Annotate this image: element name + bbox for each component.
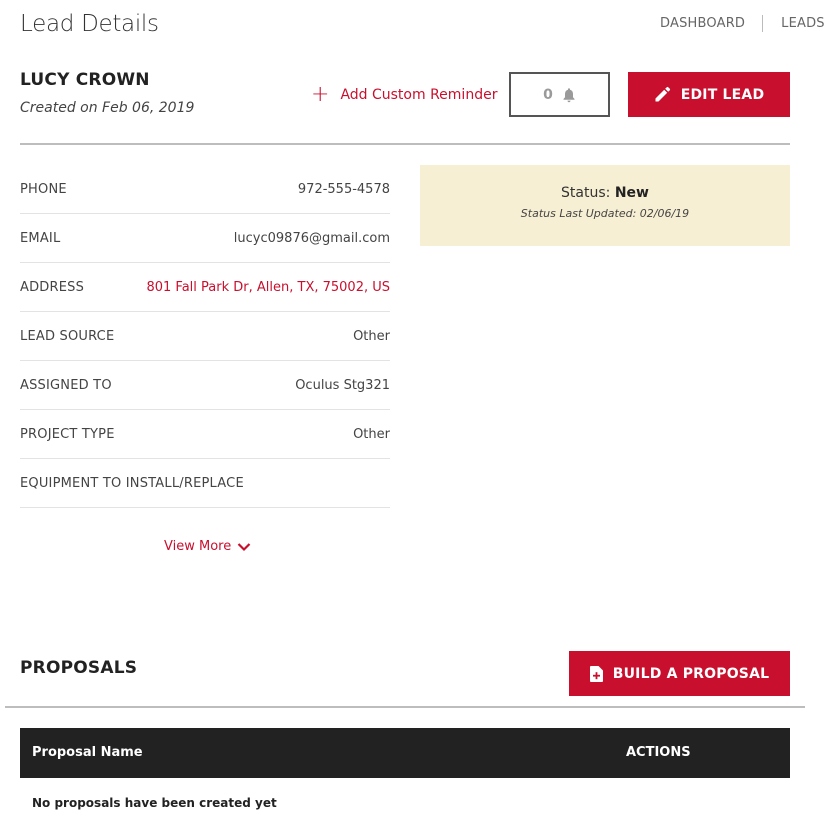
page-title: Lead Details <box>20 11 159 37</box>
build-proposal-button[interactable] <box>569 651 790 696</box>
detail-row-email <box>20 214 390 263</box>
chevron-down-icon <box>237 542 251 552</box>
header-divider <box>20 143 790 145</box>
pencil-icon <box>654 86 671 103</box>
document-plus-icon <box>590 666 603 682</box>
lead-created-date: Created on Feb 06, 2019 <box>20 100 195 116</box>
nav-leads-link[interactable]: LEADS <box>781 16 825 31</box>
detail-row-address <box>20 263 390 312</box>
add-custom-reminder-label: Add Custom Reminder <box>340 87 498 103</box>
lead-name: LUCY CROWN <box>20 70 150 90</box>
status-panel <box>420 165 790 246</box>
nav-dashboard-link[interactable]: DASHBOARD <box>660 16 746 31</box>
project-type-value: Other <box>353 426 390 442</box>
lead-source-value: Other <box>353 328 390 344</box>
nav-divider <box>762 15 763 32</box>
edit-lead-button[interactable] <box>628 72 790 117</box>
build-proposal-label: BUILD A PROPOSAL <box>612 665 770 682</box>
column-header-actions: ACTIONS <box>626 745 691 760</box>
status-last-updated: Status Last Updated: 02/06/19 <box>520 207 690 220</box>
project-type-label: PROJECT TYPE <box>20 426 115 442</box>
address-link[interactable]: 801 Fall Park Dr, Allen, TX, 75002, US <box>146 279 390 295</box>
address-label: ADDRESS <box>20 279 85 295</box>
detail-row-assigned-to <box>20 361 390 410</box>
view-more-link[interactable] <box>164 539 251 554</box>
phone-label: PHONE <box>20 181 67 197</box>
bell-icon <box>562 87 576 103</box>
assigned-to-value: Oculus Stg321 <box>295 377 390 393</box>
proposals-heading: PROPOSALS <box>20 658 138 678</box>
status-value: New <box>614 185 649 201</box>
reminder-count: 0 <box>543 86 553 103</box>
status-label: Status: <box>561 185 611 201</box>
detail-row-project-type <box>20 410 390 459</box>
view-more-label: View More <box>164 539 232 554</box>
detail-row-phone <box>20 165 390 214</box>
proposals-divider <box>5 706 805 708</box>
edit-lead-label: EDIT LEAD <box>680 86 765 103</box>
phone-value: 972-555-4578 <box>297 181 390 197</box>
column-header-proposal-name: Proposal Name <box>32 745 143 760</box>
email-value: lucyc09876@gmail.com <box>233 230 390 246</box>
add-custom-reminder-link[interactable] <box>311 82 498 107</box>
empty-proposals-message: No proposals have been created yet <box>32 796 277 810</box>
plus-icon: + <box>311 82 330 107</box>
detail-row-equipment <box>20 459 390 508</box>
status-line <box>420 185 790 201</box>
lead-details-list <box>20 165 390 508</box>
reminder-count-button[interactable] <box>509 72 610 117</box>
assigned-to-label: ASSIGNED TO <box>20 377 112 393</box>
equipment-label: EQUIPMENT TO INSTALL/REPLACE <box>20 475 244 491</box>
lead-source-label: LEAD SOURCE <box>20 328 115 344</box>
email-label: EMAIL <box>20 230 61 246</box>
proposals-table-header <box>20 728 790 778</box>
breadcrumb <box>660 15 825 32</box>
detail-row-lead-source <box>20 312 390 361</box>
